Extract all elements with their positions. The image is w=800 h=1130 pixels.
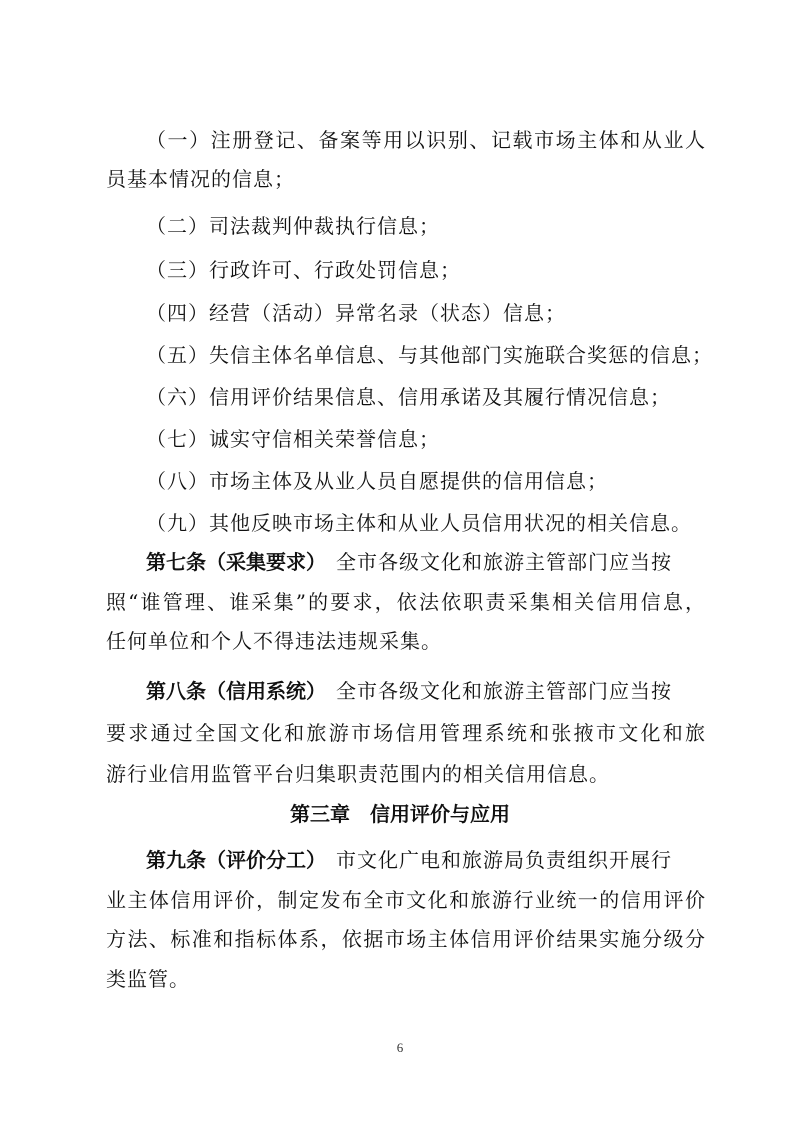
item-7: （七）诚实守信相关荣誉信息；: [146, 427, 440, 451]
article-8-line-1: [146, 677, 706, 705]
article-9-line-1: [146, 846, 706, 874]
article-7-heading: 第七条（采集要求）: [146, 550, 326, 574]
article-7-text-1: 全市各级文化和旅游主管部门应当按: [336, 550, 672, 574]
item-2: （二）司法裁判仲裁执行信息；: [146, 214, 440, 238]
item-8: （八）市场主体及从业人员自愿提供的信用信息；: [146, 469, 608, 493]
page-number: 6: [396, 1040, 404, 1055]
article-9-heading: 第九条（评价分工）: [146, 848, 326, 872]
article-9-line-2: 业主体信用评价，制定发布全市文化和旅游行业统一的信用评价: [106, 888, 706, 912]
item-3: （三）行政许可、行政处罚信息；: [146, 258, 461, 282]
article-9-text-1: 市文化广电和旅游局负责组织开展行: [336, 848, 672, 872]
item-1-line-1: （一）注册登记、备案等用以识别、记载市场主体和从业人: [146, 128, 706, 152]
item-9: （九）其他反映市场主体和从业人员信用状况的相关信息。: [146, 511, 692, 535]
article-8-line-2: 要求通过全国文化和旅游市场信用管理系统和张掖市文化和旅: [106, 721, 706, 745]
item-6: （六）信用评价结果信息、信用承诺及其履行情况信息；: [146, 385, 671, 409]
article-9-line-4: 类监管。: [106, 967, 190, 991]
item-4: （四）经营（活动）异常名录（状态）信息；: [146, 301, 566, 325]
article-9-line-3: 方法、标准和指标体系，依据市场主体信用评价结果实施分级分: [106, 927, 706, 951]
article-8-line-3: 游行业信用监管平台归集职责范围内的相关信用信息。: [106, 762, 610, 786]
item-1-line-2: 员基本情况的信息；: [106, 167, 295, 191]
article-7-line-1: [146, 548, 706, 576]
chapter-title: 第三章 信用评价与应用: [290, 802, 510, 826]
article-8-text-1: 全市各级文化和旅游主管部门应当按: [336, 679, 672, 703]
article-7-line-3: 任何单位和个人不得违法违规采集。: [106, 629, 442, 653]
article-8-heading: 第八条（信用系统）: [146, 679, 326, 703]
item-5: （五）失信主体名单信息、与其他部门实施联合奖惩的信息；: [146, 343, 713, 367]
article-7-line-2: 照“谁管理、谁采集”的要求，依法依职责采集相关信用信息，: [106, 590, 706, 614]
